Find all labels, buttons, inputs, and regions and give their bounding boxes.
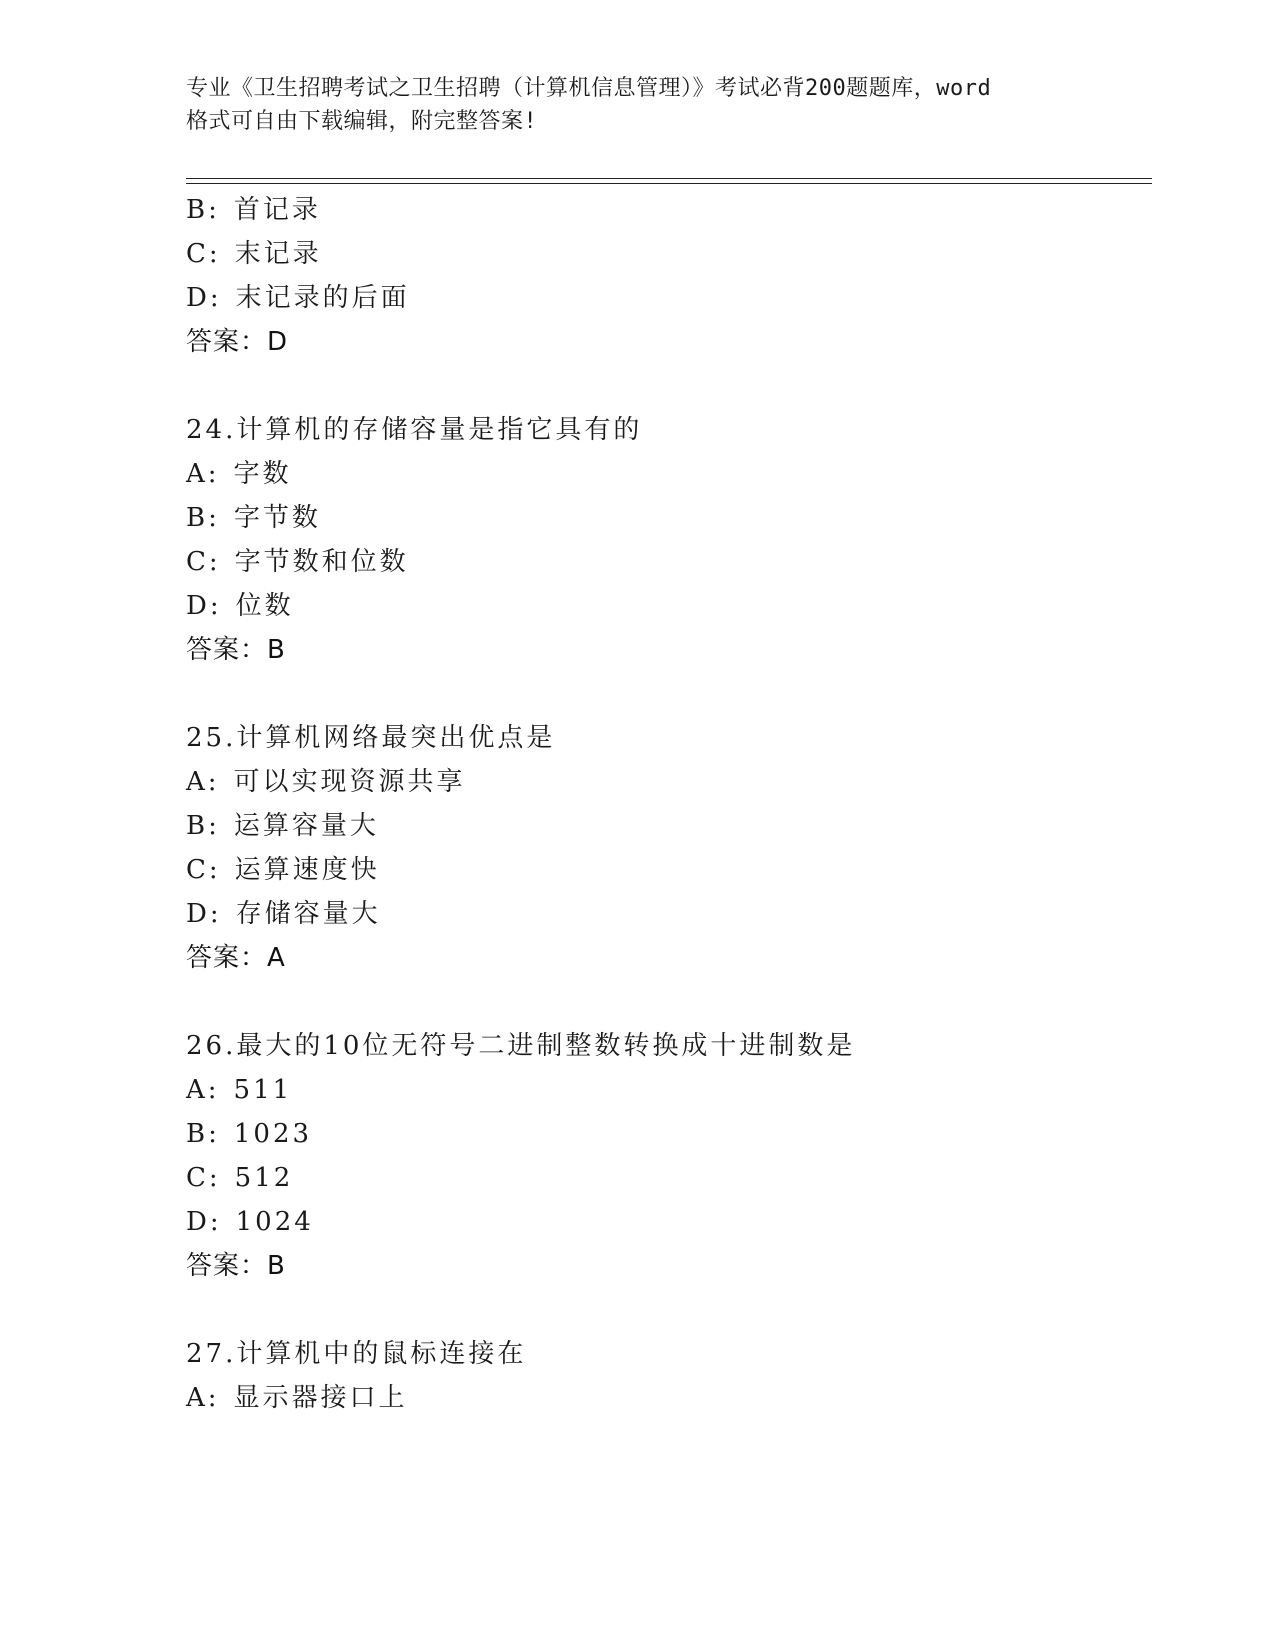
header-line-1: 专业《卫生招聘考试之卫生招聘（计算机信息管理）》考试必背200题题库，word — [186, 76, 992, 101]
q27-stem: 27.计算机中的鼠标连接在 — [186, 1339, 527, 1369]
q23-answer: 答案：D — [186, 327, 289, 357]
q24-stem: 24.计算机的存储容量是指它具有的 — [186, 415, 643, 445]
q24-option-d — [186, 590, 294, 622]
option-label: D: — [186, 591, 222, 621]
q26-option-c — [186, 1162, 293, 1194]
option-text: 运算速度快 — [234, 855, 380, 885]
q25-stem: 25.计算机网络最突出优点是 — [186, 723, 556, 753]
option-text: 1023 — [233, 1119, 313, 1149]
q26-option-d — [186, 1206, 314, 1238]
option-label: A: — [186, 1075, 220, 1105]
q23-option-c — [186, 238, 322, 270]
q27-option-a — [186, 1382, 408, 1414]
option-label: A: — [186, 1383, 220, 1413]
q26-stem: 26.最大的10位无符号二进制整数转换成十进制数是 — [186, 1031, 856, 1061]
q25-answer: 答案：A — [186, 943, 286, 973]
q24-option-c — [186, 546, 409, 578]
option-label: A: — [186, 767, 220, 797]
option-label: D: — [186, 283, 222, 313]
document-header — [186, 72, 1101, 138]
option-text: 字数 — [233, 459, 292, 489]
option-label: C: — [186, 1163, 221, 1193]
option-text: 可以实现资源共享 — [233, 767, 466, 797]
option-text: 位数 — [235, 591, 294, 621]
option-label: B: — [186, 811, 220, 841]
option-text: 存储容量大 — [235, 899, 381, 929]
option-text: 512 — [234, 1163, 294, 1193]
q25-option-c — [186, 854, 380, 886]
option-text: 字节数和位数 — [234, 547, 409, 577]
option-label: C: — [186, 855, 221, 885]
option-text: 511 — [233, 1075, 293, 1105]
header-divider-bottom — [186, 183, 1152, 184]
option-label: D: — [186, 899, 222, 929]
q26-answer: 答案：B — [186, 1251, 286, 1281]
option-text: 1024 — [235, 1207, 314, 1237]
q26-option-a — [186, 1074, 292, 1106]
q23-option-b — [186, 194, 321, 226]
option-label: C: — [186, 547, 221, 577]
q25-option-b — [186, 810, 379, 842]
option-text: 末记录 — [234, 239, 322, 269]
option-label: A: — [186, 459, 220, 489]
q25-option-d — [186, 898, 381, 930]
header-divider-top — [186, 178, 1152, 179]
option-label: D: — [186, 1207, 222, 1237]
option-text: 字节数 — [233, 503, 321, 533]
q24-answer: 答案：B — [186, 635, 286, 665]
option-label: B: — [186, 503, 220, 533]
q25-option-a — [186, 766, 466, 798]
option-label: B: — [186, 195, 220, 225]
q26-option-b — [186, 1118, 312, 1150]
q24-option-b — [186, 502, 321, 534]
option-text: 首记录 — [233, 195, 321, 225]
option-label: C: — [186, 239, 221, 269]
option-text: 显示器接口上 — [233, 1383, 408, 1413]
option-text: 运算容量大 — [233, 811, 379, 841]
option-text: 末记录的后面 — [235, 283, 410, 313]
q23-option-d — [186, 282, 410, 314]
q24-option-a — [186, 458, 292, 490]
option-label: B: — [186, 1119, 220, 1149]
header-line-2: 格式可自由下载编辑，附完整答案! — [186, 109, 538, 134]
